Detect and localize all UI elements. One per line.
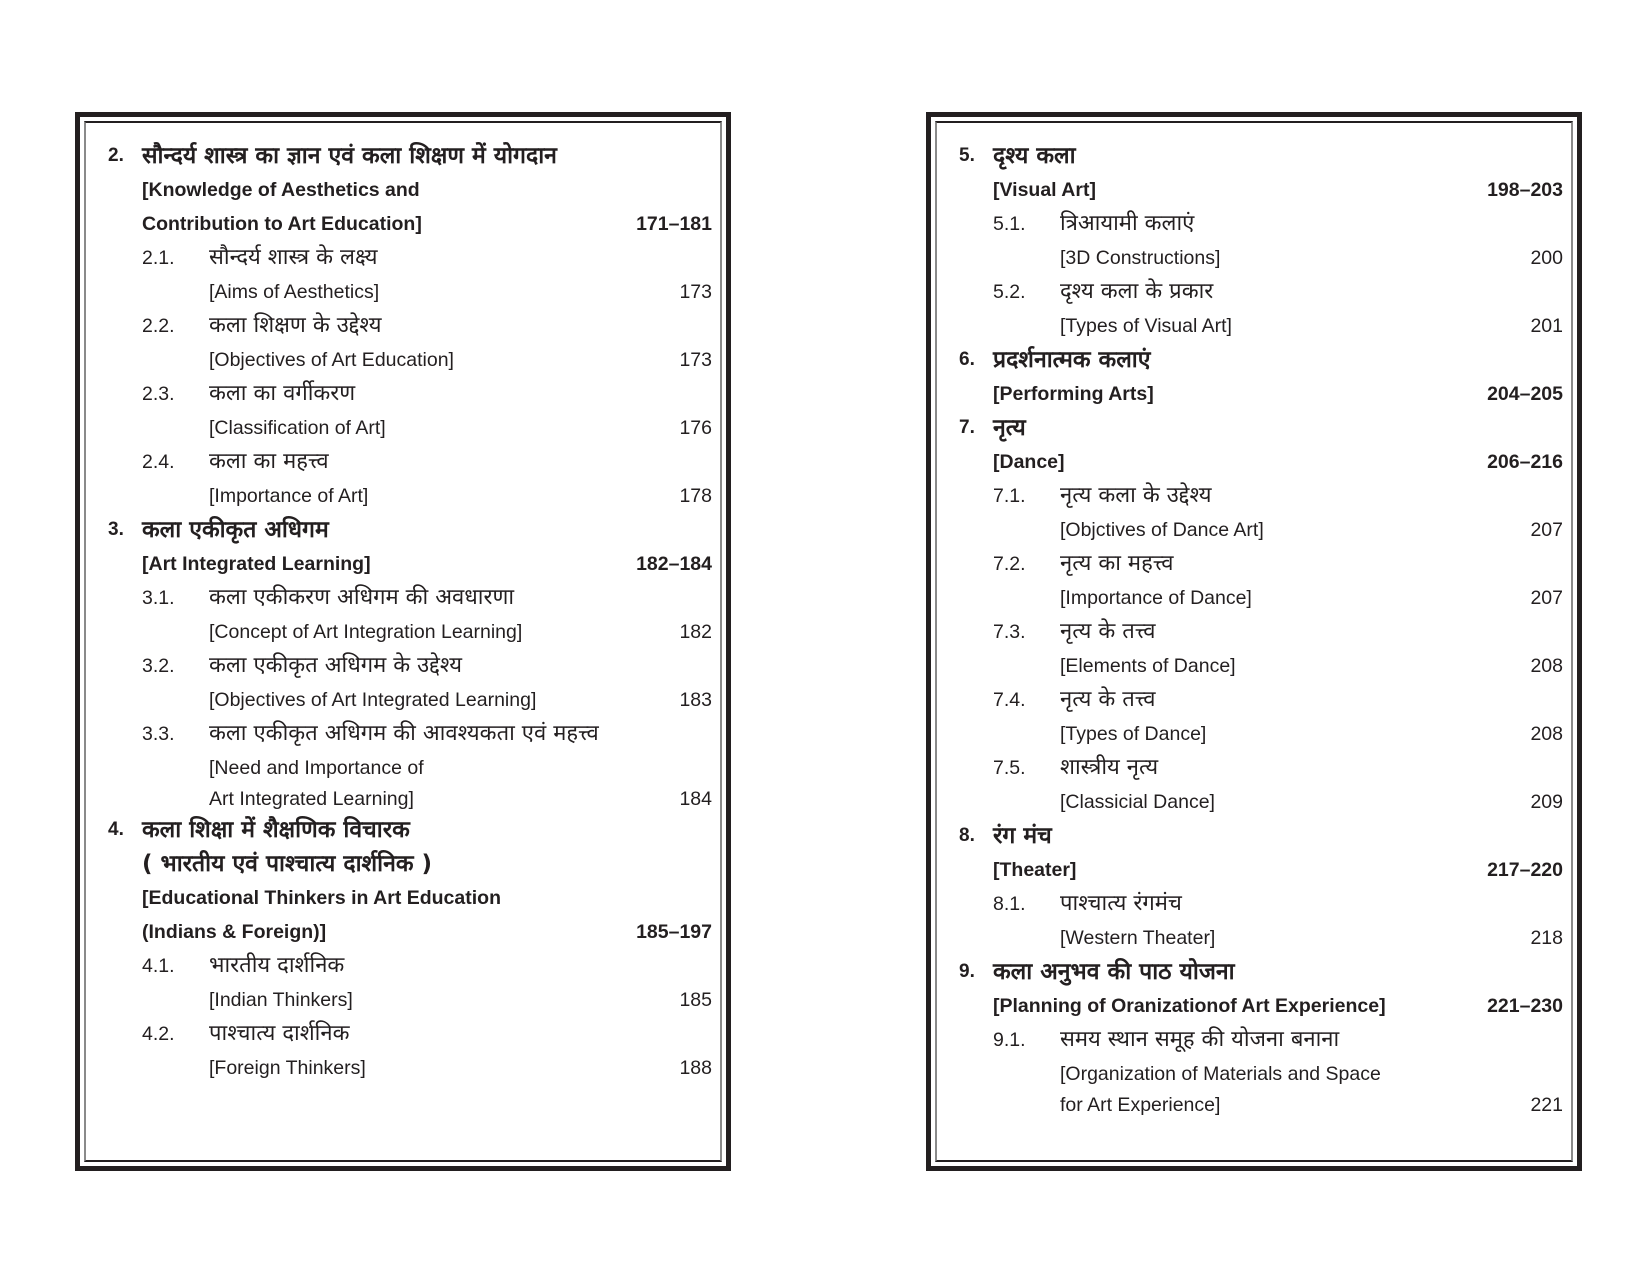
toc-row (80, 411, 726, 445)
subsection-title-english: [3D Constructions] (1060, 247, 1221, 269)
toc-row (80, 615, 726, 649)
subsection-heading (80, 649, 726, 683)
subsection-title-hindi: नृत्य का महत्त्व (1060, 551, 1174, 576)
subsection-page: 173 (679, 349, 712, 371)
section-title-hindi: रंग मंच (993, 823, 1052, 849)
section-number: 5. (959, 145, 975, 166)
toc-row (80, 207, 726, 241)
toc-row (931, 445, 1577, 479)
toc-row (80, 751, 726, 785)
subsection-title-hindi: पाश्चात्य रंगमंच (1060, 891, 1182, 916)
section-title-hindi: सौन्दर्य शास्त्र का ज्ञान एवं कला शिक्षण में योगदान (142, 143, 557, 169)
subsection-title-hindi: नृत्य कला के उद्देश्य (1060, 483, 1212, 508)
subsection-title-english: [Importance of Dance] (1060, 587, 1252, 609)
subsection-heading (80, 377, 726, 411)
section-title-english: Contribution to Art Education] (142, 213, 422, 235)
section-page-range: 198–203 (1487, 179, 1563, 201)
toc-page-right (926, 112, 1582, 1171)
section-heading (931, 139, 1577, 173)
subsection-heading (80, 949, 726, 983)
section-page-range: 217–220 (1487, 859, 1563, 881)
subsection-heading (931, 615, 1577, 649)
toc-row (931, 377, 1577, 411)
section-title-hindi: प्रदर्शनात्मक कलाएं (993, 347, 1151, 373)
subsection-heading (80, 309, 726, 343)
subsection-heading (931, 887, 1577, 921)
toc-row (80, 343, 726, 377)
section-heading (931, 819, 1577, 853)
section-heading (931, 411, 1577, 445)
subsection-number: 3.3. (142, 723, 175, 745)
subsection-title-english: [Concept of Art Integration Learning] (209, 621, 523, 643)
subsection-number: 3.2. (142, 655, 175, 677)
subsection-title-hindi: कला एकीकरण अधिगम की अवधारणा (209, 585, 515, 610)
section-page-range: 221–230 (1487, 995, 1563, 1017)
subsection-number: 9.1. (993, 1029, 1026, 1051)
subsection-page: 185 (679, 989, 712, 1011)
subsection-number: 7.1. (993, 485, 1026, 507)
section-number: 6. (959, 349, 975, 370)
subsection-number: 7.3. (993, 621, 1026, 643)
subsection-heading (931, 275, 1577, 309)
section-page-range: 185–197 (636, 921, 712, 943)
subsection-title-english: [Objectives of Art Education] (209, 349, 454, 371)
subsection-page: 208 (1530, 723, 1563, 745)
section-page-range: 182–184 (636, 553, 712, 575)
subsection-title-english: for Art Experience] (1060, 1094, 1221, 1116)
subsection-page: 207 (1530, 587, 1563, 609)
section-page-range: 171–181 (636, 213, 712, 235)
subsection-title-english: [Organization of Materials and Space (1060, 1063, 1381, 1085)
section-title-english: [Art Integrated Learning] (142, 553, 371, 575)
subsection-page: 218 (1530, 927, 1563, 949)
subsection-page: 207 (1530, 519, 1563, 541)
section-title-english: [Visual Art] (993, 179, 1096, 201)
section-title-english: [Planning of Oranizationof Art Experience] (993, 995, 1386, 1017)
toc-row (931, 1091, 1577, 1119)
subsection-title-english: [Classicial Dance] (1060, 791, 1215, 813)
subsection-heading (931, 751, 1577, 785)
subsection-title-hindi: कला एकीकृत अधिगम के उद्देश्य (209, 653, 462, 678)
subsection-title-hindi: पाश्चात्य दार्शनिक (209, 1021, 350, 1046)
toc-row (80, 547, 726, 581)
section-heading (80, 813, 726, 847)
toc-row (80, 983, 726, 1017)
section-title-hindi: दृश्य कला (993, 143, 1076, 169)
subsection-page: 173 (679, 281, 712, 303)
subsection-heading (80, 717, 726, 751)
section-title-english: (Indians & Foreign)] (142, 921, 327, 943)
section-heading (80, 513, 726, 547)
toc-row (931, 989, 1577, 1023)
subsection-title-hindi: नृत्य के तत्त्व (1060, 619, 1156, 644)
subsection-heading (80, 1017, 726, 1051)
subsection-page: 221 (1530, 1094, 1563, 1116)
subsection-heading (931, 683, 1577, 717)
section-title-hindi: कला अनुभव की पाठ योजना (993, 959, 1235, 985)
section-number: 3. (108, 519, 124, 540)
section-number: 7. (959, 417, 975, 438)
toc-row (80, 275, 726, 309)
subsection-title-hindi: शास्त्रीय नृत्य (1060, 755, 1159, 780)
subsection-heading (80, 445, 726, 479)
subsection-number: 4.2. (142, 1023, 175, 1045)
subsection-number: 5.2. (993, 281, 1026, 303)
subsection-title-english: [Foreign Thinkers] (209, 1057, 366, 1079)
subsection-page: 208 (1530, 655, 1563, 677)
subsection-number: 2.2. (142, 315, 175, 337)
subsection-title-english: [Types of Dance] (1060, 723, 1207, 745)
toc-row (931, 241, 1577, 275)
section-title-hindi-line2: ( भारतीय एवं पाश्चात्य दार्शनिक ) (142, 851, 433, 877)
subsection-number: 7.2. (993, 553, 1026, 575)
toc-row (80, 915, 726, 949)
subsection-page: 176 (679, 417, 712, 439)
subsection-heading (931, 207, 1577, 241)
subsection-number: 3.1. (142, 587, 175, 609)
toc-row (80, 1051, 726, 1085)
toc-row (931, 309, 1577, 343)
toc-row (931, 581, 1577, 615)
toc-row (931, 853, 1577, 887)
subsection-number: 2.4. (142, 451, 175, 473)
toc-row (931, 717, 1577, 751)
subsection-page: 209 (1530, 791, 1563, 813)
section-number: 9. (959, 961, 975, 982)
toc-row (80, 173, 726, 207)
subsection-title-hindi: कला एकीकृत अधिगम की आवश्यकता एवं महत्त्व (209, 721, 599, 746)
section-title-english: [Educational Thinkers in Art Education (142, 887, 501, 909)
subsection-title-hindi: नृत्य के तत्त्व (1060, 687, 1156, 712)
toc-row (931, 785, 1577, 819)
subsection-heading (931, 1023, 1577, 1057)
section-title-english: [Knowledge of Aesthetics and (142, 179, 420, 201)
section-title-hindi: कला एकीकृत अधिगम (142, 517, 329, 543)
toc-list (931, 139, 1577, 1119)
section-number: 4. (108, 819, 124, 840)
subsection-number: 5.1. (993, 213, 1026, 235)
subsection-heading (931, 547, 1577, 581)
section-heading (931, 955, 1577, 989)
section-title-english: [Dance] (993, 451, 1065, 473)
subsection-page: 183 (679, 689, 712, 711)
toc-row (80, 847, 726, 881)
toc-row (931, 649, 1577, 683)
subsection-title-hindi: त्रिआयामी कलाएं (1060, 211, 1195, 236)
subsection-page: 200 (1530, 247, 1563, 269)
subsection-title-hindi: समय स्थान समूह की योजना बनाना (1060, 1027, 1340, 1052)
toc-row (931, 173, 1577, 207)
subsection-heading (931, 479, 1577, 513)
subsection-title-hindi: कला का वर्गीकरण (209, 381, 356, 406)
toc-page-left (75, 112, 731, 1171)
subsection-title-english: [Elements of Dance] (1060, 655, 1236, 677)
subsection-title-english: [Aims of Aesthetics] (209, 281, 380, 303)
subsection-heading (80, 581, 726, 615)
subsection-title-hindi: कला शिक्षण के उद्देश्य (209, 313, 382, 338)
section-number: 8. (959, 825, 975, 846)
subsection-page: 182 (679, 621, 712, 643)
toc-row (80, 479, 726, 513)
toc-row (80, 683, 726, 717)
subsection-number: 8.1. (993, 893, 1026, 915)
subsection-title-hindi: भारतीय दार्शनिक (209, 953, 345, 978)
toc-list (80, 139, 726, 1085)
subsection-title-english: [Objectives of Art Integrated Learning] (209, 689, 537, 711)
subsection-title-hindi: दृश्य कला के प्रकार (1060, 279, 1214, 304)
subsection-title-english: [Western Theater] (1060, 927, 1216, 949)
subsection-title-english: [Objctives of Dance Art] (1060, 519, 1264, 541)
subsection-title-english: [Types of Visual Art] (1060, 315, 1232, 337)
subsection-page: 201 (1530, 315, 1563, 337)
subsection-page: 178 (679, 485, 712, 507)
subsection-title-english: [Importance of Art] (209, 485, 369, 507)
section-title-english: [Performing Arts] (993, 383, 1154, 405)
toc-row (80, 881, 726, 915)
toc-row (931, 513, 1577, 547)
subsection-title-english: [Need and Importance of (209, 757, 424, 779)
subsection-title-english: Art Integrated Learning] (209, 788, 414, 810)
section-heading (80, 139, 726, 173)
subsection-number: 7.5. (993, 757, 1026, 779)
toc-row (80, 785, 726, 813)
section-heading (931, 343, 1577, 377)
subsection-number: 2.3. (142, 383, 175, 405)
subsection-number: 7.4. (993, 689, 1026, 711)
subsection-number: 4.1. (142, 955, 175, 977)
subsection-title-english: [Classification of Art] (209, 417, 386, 439)
subsection-title-english: [Indian Thinkers] (209, 989, 353, 1011)
subsection-title-hindi: सौन्दर्य शास्त्र के लक्ष्य (209, 245, 378, 270)
section-title-english: [Theater] (993, 859, 1077, 881)
section-number: 2. (108, 145, 124, 166)
subsection-page: 184 (679, 788, 712, 810)
subsection-page: 188 (679, 1057, 712, 1079)
subsection-title-hindi: कला का महत्त्व (209, 449, 329, 474)
section-title-hindi: नृत्य (993, 415, 1026, 441)
section-page-range: 206–216 (1487, 451, 1563, 473)
section-title-hindi: कला शिक्षा में शैक्षणिक विचारक (142, 817, 410, 843)
toc-row (931, 1057, 1577, 1091)
toc-row (931, 921, 1577, 955)
section-page-range: 204–205 (1487, 383, 1563, 405)
subsection-heading (80, 241, 726, 275)
subsection-number: 2.1. (142, 247, 175, 269)
